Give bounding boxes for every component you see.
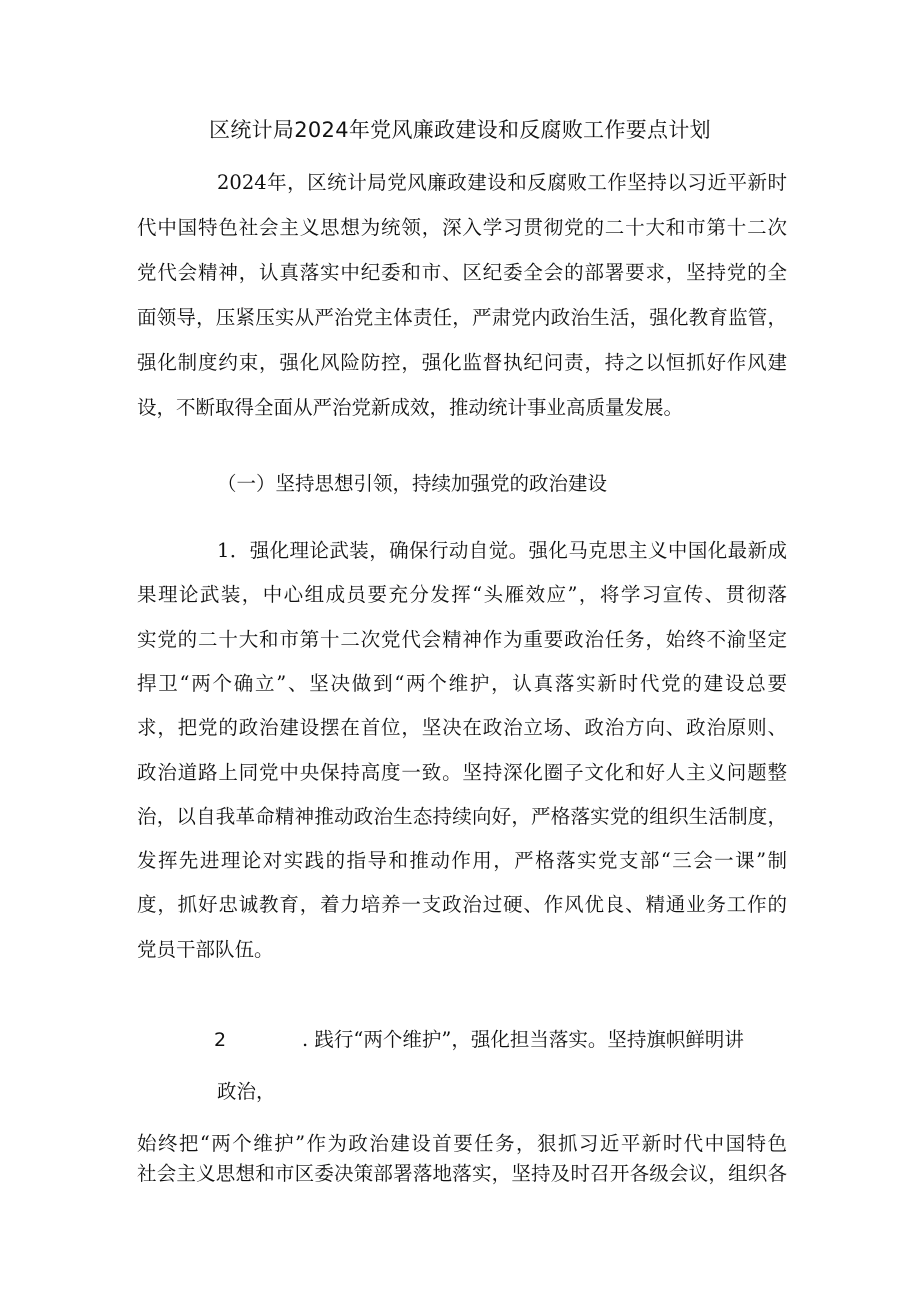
item2-line: 始终把“两个维护”作为政治建设首要任务，狠抓习近平新时代中国特色 [137, 1132, 787, 1155]
item2-first-line: . 践行“两个维护”，强化担当落实。坚持旗帜鲜明讲 [302, 1028, 744, 1051]
item2-line: 社会主义思想和市区委决策部署落地落实，坚持及时召开各级会议，组织各 [137, 1162, 787, 1185]
intro-line: 2024年，区统计局党风廉政建设和反腐败工作坚持以习近平新时 [217, 171, 787, 194]
item2-second-word: 政治， [217, 1080, 276, 1103]
intro-line: 面领导，压紧压实从严治党主体责任，严肃党内政治生活，强化教育监管， [137, 306, 787, 329]
item1-line: 党员干部队伍。 [137, 938, 274, 961]
item2-number: 2 [214, 1029, 227, 1051]
item1-line: 度，抓好忠诚教育，着力培养一支政治过硬、作风优良、精通业务工作的 [137, 893, 787, 916]
intro-line: 党代会精神，认真落实中纪委和市、区纪委全会的部署要求，坚持党的全 [137, 261, 787, 284]
intro-line: 设，不断取得全面从严治党新成效，推动统计事业高质量发展。 [137, 396, 684, 419]
item1-line: 求，把党的政治建设摆在首位，坚决在政治立场、政治方向、政治原则、 [137, 716, 787, 739]
item1-line: 捍卫“两个确立”、坚决做到“两个维护，认真落实新时代党的建设总要 [137, 672, 787, 695]
section-heading: （一）坚持思想引领，持续加强党的政治建设 [217, 472, 608, 495]
intro-line: 强化制度约束，强化风险防控，强化监督执纪问责，持之以恒抓好作风建 [137, 351, 787, 374]
item1-line: 发挥先进理论对实践的指导和推动作用，严格落实党支部“三会一课”制 [137, 849, 787, 872]
item1-line: 政治道路上同党中央保持高度一致。坚持深化圈子文化和好人主义问题整 [137, 761, 787, 784]
item1-line: 1．强化理论武装，确保行动自觉。强化马克思主义中国化最新成 [217, 539, 787, 562]
document-title: 区统计局2024年党风廉政建设和反腐败工作要点计划 [209, 118, 711, 142]
item1-line: 果理论武装，中心组成员要充分发挥“头雁效应”，将学习宣传、贯彻落 [137, 583, 787, 606]
intro-line: 代中国特色社会主义思想为统领，深入学习贯彻党的二十大和市第十二次 [137, 216, 787, 239]
item1-line: 实党的二十大和市第十二次党代会精神作为重要政治任务，始终不渝坚定 [137, 628, 787, 651]
item1-line: 治，以自我革命精神推动政治生态持续向好，严格落实党的组织生活制度， [137, 805, 787, 828]
